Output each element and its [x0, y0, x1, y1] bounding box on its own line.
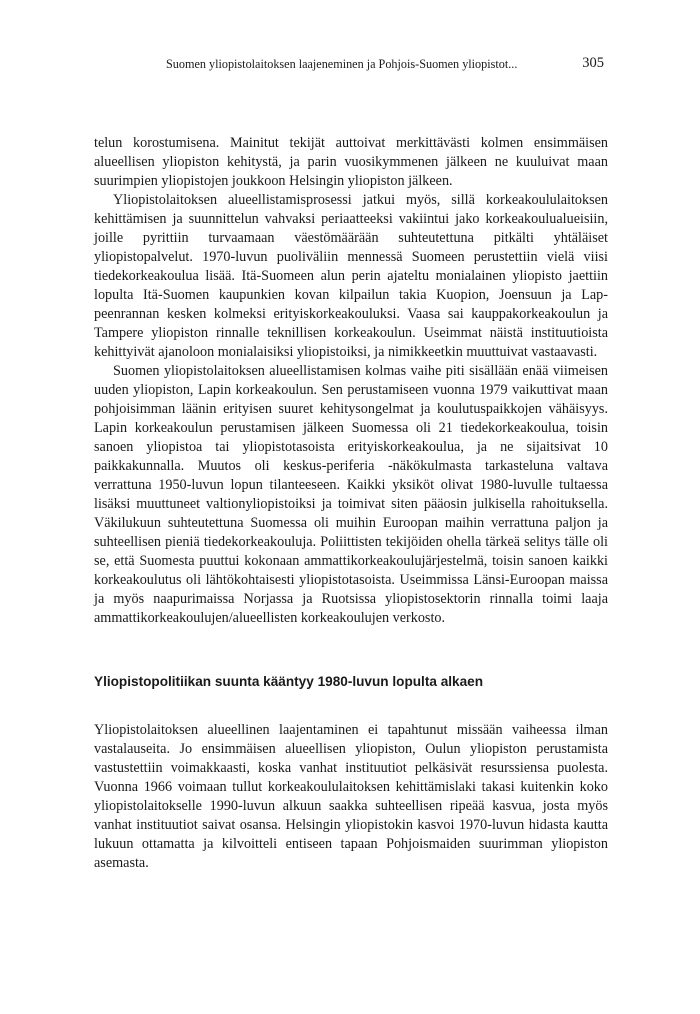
body-paragraph-2: Yliopistolaitoksen alueellistamisprosessi jatkui myös, sillä korkeakoululaitoksen kehittämisen ja suunnittelun vahvaksi periaatteeksi vakiintui jako korkeakoulualueisiin, joille pyrittiin turvaamaan väestömäärään suhteutettuna pitkälti yhtäläiset yliopistopalvelut. 1970-luvun puoliväliin mennessä Suomeen perustettiin vielä viisi tiedekorkeakoulua lisää. Itä-Suomeen alun perin ajateltu monialainen yliopisto jaettiin lopulta Itä-Suomen kaupunkien kovan kilpailun takia Kuopion, Joensuun ja Lappeenrannan kesken kolmeksi erityiskorkeakouluksi. Vaasa sai kauppakorkeakoulun ja Tampere yliopiston rinnalle teknillisen korkeakoulun. Useimmat näistä instituutioista kehittyivät ajanoloon monialaisiksi yliopistoiksi, ja nimikkeetkin muuttuivat vastaavasti. — [94, 192, 608, 360]
section-paragraph-1: Yliopistolaitoksen alueellinen laajentaminen ei tapahtunut missään vaiheessa ilman vastalauseita. Jo ensimmäisen alueellisen yliopiston, Oulun yliopiston perustamista vastustettiin voimakkaasti, koska vanhat instituutiot pelkäsivät resurssiensa puolesta. Vuonna 1966 voimaan tullut korkeakoululaitoksen kehittämislaki takasi kuitenkin koko yliopistolaitokselle 1990-luvun alkuun saakka suhteellisen ripeää kasvua, josta myös vanhat instituutiot saivat osansa. Helsingin yliopistokin kasvoi 1970-luvun hidasta kautta lukuun ottamatta ja kilvoitteli entiseen tapaan Pohjoismaiden suurimman yliopiston asemasta. — [94, 722, 608, 871]
section-heading: Yliopistopolitiikan suunta kääntyy 1980-luvun lopulta alkaen — [94, 674, 484, 689]
body-paragraph-3: Suomen yliopistolaitoksen alueellistamisen kolmas vaihe piti sisällään enää viimeisen uuden yliopiston, Lapin korkeakoulun. Sen perustamiseen vuonna 1979 vaikuttivat maan pohjoisimman läänin erityisen suuret kehitysongelmat ja koulutuspaikkojen vähäisyys. Lapin korkeakoulun perustamisen jälkeen Suomessa oli 21 tiedekorkeakoulua, toisin sanoen yliopistoa tai yliopistotasoista erityiskorkeakoulua, ja ne sijaitsivat 10 paikkakunnalla. Muutos oli keskus-periferia -näkökulmasta tarkasteluna valtava verrattuna 1950-luvun lopun tilanteeseen. Kaikki yksiköt olivat 1980-luvulle tultaessa lisäksi muuttuneet valtionyliopistoiksi ja toimivat siten pääosin julkisella rahoituksella. Väkilukuun suhteutettuna Suomessa oli muihin Euroopan maihin verrattuna paljon ja suhteellisen pieniä tiedekorkeakouluja. Poliittisten tekijöiden ohella tärkeä selitys tälle oli se, että Suomesta puuttui kokonaan ammattikorkeakoulujärjestelmä, toisin sanoen kaikki korkeakoulutus oli lähtökohtaisesti yliopistotasoista. Useimmissa Länsi-Euroopan maissa ja myös naapurimaissa Norjassa ja Ruotsissa yliopistosektorin rinnalla toimi laaja ammattikorkeakoulujen/alueellisten korkeakoulujen verkosto. — [94, 363, 608, 626]
body-paragraph-1: telun korostumisena. Mainitut tekijät auttoivat merkittävästi kolmen ensimmäisen alueellisen yliopiston kehitystä, ja parin vuosikymmenen jälkeen ne kuuluivat maan suurimpien yliopistojen joukkoon Helsingin yliopiston jälkeen. — [94, 135, 608, 189]
running-header — [96, 54, 608, 74]
page-number: 305 — [582, 55, 604, 71]
page-body — [94, 134, 608, 873]
running-title: Suomen yliopistolaitoksen laajeneminen ja Pohjois-Suomen yliopistot... — [166, 57, 518, 71]
